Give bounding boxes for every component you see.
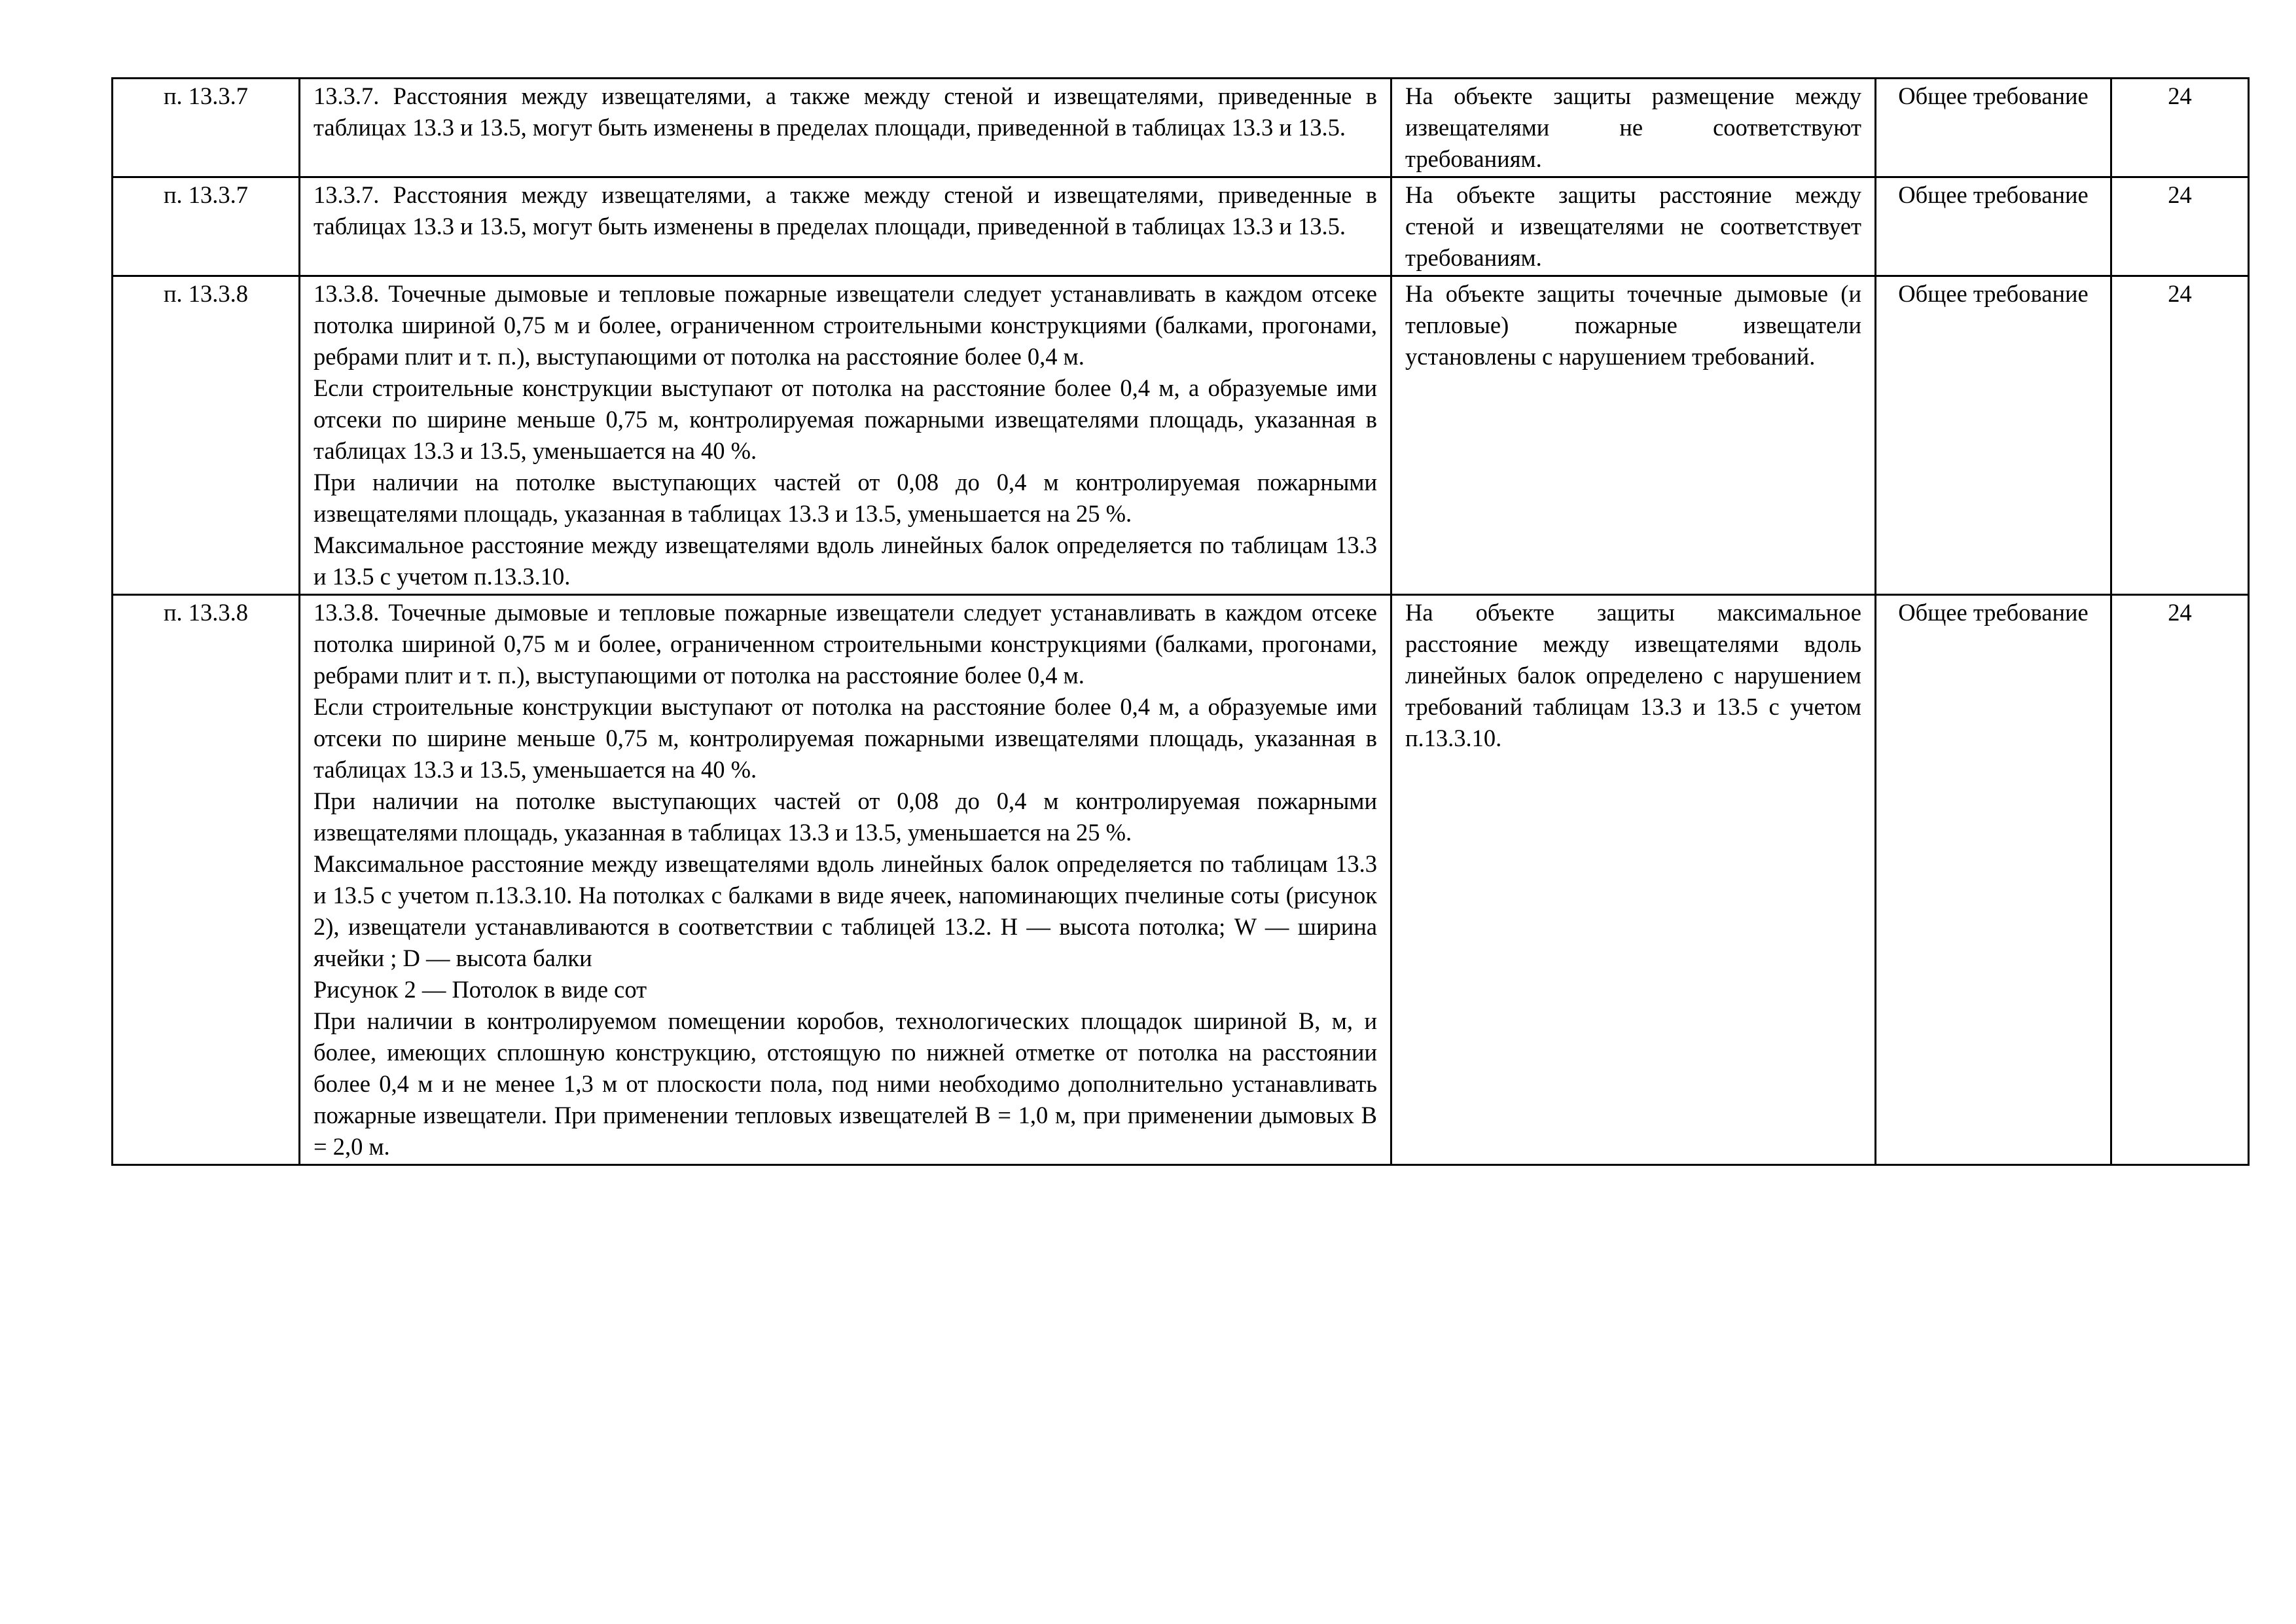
violation-description [1391, 595, 1876, 1165]
clause-reference: п. 13.3.7 [113, 79, 300, 177]
requirement-category: Общее требование [1876, 595, 2111, 1165]
requirement-text [300, 79, 1391, 177]
requirement-paragraph: При наличии в контролируемом помещении коробов, технологических площадок шириной B, м, и более, имеющих сплошную конструкцию, отстоящую по нижней отметке от потолка на расстоянии более 0,4 м и не менее 1,3 м от плоскости пола, под ними необходимо дополнительно устанавливать пожарные извещатели. При применении тепловых извещателей B = 1,0 м, при применении дымовых B = 2,0 м. [314, 1007, 1377, 1160]
requirement-paragraph: 13.3.7. Расстояния между извещателями, а также между стеной и извещателями, приведенные в таблицах 13.3 и 13.5, могут быть изменены в пределах площади, приведенной в таблицах 13.3 и 13.5. [314, 82, 1377, 141]
page-number: 24 [2111, 276, 2249, 595]
clause-reference: п. 13.3.7 [113, 177, 300, 276]
violation-text: На объекте защиты точечные дымовые (и тепловые) пожарные извещатели установлены с нарушением требований. [1405, 280, 1861, 370]
requirement-paragraph: При наличии на потолке выступающих частей от 0,08 до 0,4 м контролируемая пожарными извещателями площадь, указанная в таблицах 13.3 и 13.5, уменьшается на 25 %. [314, 469, 1377, 527]
page-number: 24 [2111, 79, 2249, 177]
requirement-paragraph: Максимальное расстояние между извещателями вдоль линейных балок определяется по таблицам 13.3 и 13.5 с учетом п.13.3.10. На потолках с балками в виде ячеек, напоминающих пчелиные соты (рисунок 2), извещатели устанавливаются в соответствии с таблицей 13.2. H — высота потолка; W — ширина ячейки ; D — высота балки [314, 850, 1377, 971]
page-number: 24 [2111, 177, 2249, 276]
violation-text: На объекте защиты размещение между извещателями не соответствуют требованиям. [1405, 82, 1861, 172]
table-row [113, 79, 2249, 177]
violation-description [1391, 177, 1876, 276]
requirement-paragraph: При наличии на потолке выступающих частей от 0,08 до 0,4 м контролируемая пожарными извещателями площадь, указанная в таблицах 13.3 и 13.5, уменьшается на 25 %. [314, 787, 1377, 846]
document-page [111, 77, 2248, 1166]
requirement-text [300, 595, 1391, 1165]
requirement-category: Общее требование [1876, 177, 2111, 276]
requirement-paragraph: 13.3.8. Точечные дымовые и тепловые пожарные извещатели следует устанавливать в каждом отсеке потолка шириной 0,75 м и более, ограниченном строительными конструкциями (балками, прогонами, ребрами плит и т. п.), выступающими от потолка на расстояние более 0,4 м. [314, 280, 1377, 370]
table-row [113, 595, 2249, 1165]
requirement-text [300, 276, 1391, 595]
requirement-paragraph: Если строительные конструкции выступают от потолка на расстояние более 0,4 м, а образуемые ими отсеки по ширине меньше 0,75 м, контролируемая пожарными извещателями площадь, указанная в таблицах 13.3 и 13.5, уменьшается на 40 %. [314, 374, 1377, 464]
table-row [113, 276, 2249, 595]
requirement-paragraph: 13.3.8. Точечные дымовые и тепловые пожарные извещатели следует устанавливать в каждом отсеке потолка шириной 0,75 м и более, ограниченном строительными конструкциями (балками, прогонами, ребрами плит и т. п.), выступающими от потолка на расстояние более 0,4 м. [314, 599, 1377, 689]
requirements-table [111, 77, 2250, 1166]
requirement-paragraph: 13.3.7. Расстояния между извещателями, а также между стеной и извещателями, приведенные в таблицах 13.3 и 13.5, могут быть изменены в пределах площади, приведенной в таблицах 13.3 и 13.5. [314, 181, 1377, 240]
clause-reference: п. 13.3.8 [113, 276, 300, 595]
requirement-paragraph: Если строительные конструкции выступают от потолка на расстояние более 0,4 м, а образуемые ими отсеки по ширине меньше 0,75 м, контролируемая пожарными извещателями площадь, указанная в таблицах 13.3 и 13.5, уменьшается на 40 %. [314, 693, 1377, 783]
violation-text: На объекте защиты максимальное расстояние между извещателями вдоль линейных балок определено с нарушением требований таблицам 13.3 и 13.5 с учетом п.13.3.10. [1405, 599, 1861, 751]
clause-reference: п. 13.3.8 [113, 595, 300, 1165]
table-row [113, 177, 2249, 276]
violation-description [1391, 276, 1876, 595]
requirement-paragraph: Максимальное расстояние между извещателями вдоль линейных балок определяется по таблицам 13.3 и 13.5 с учетом п.13.3.10. [314, 532, 1377, 590]
figure-caption: Рисунок 2 — Потолок в виде сот [314, 976, 647, 1003]
page-number: 24 [2111, 595, 2249, 1165]
requirement-text [300, 177, 1391, 276]
violation-text: На объекте защиты расстояние между стеной и извещателями не соответствует требованиям. [1405, 181, 1861, 271]
requirement-category: Общее требование [1876, 276, 2111, 595]
requirement-category: Общее требование [1876, 79, 2111, 177]
violation-description [1391, 79, 1876, 177]
